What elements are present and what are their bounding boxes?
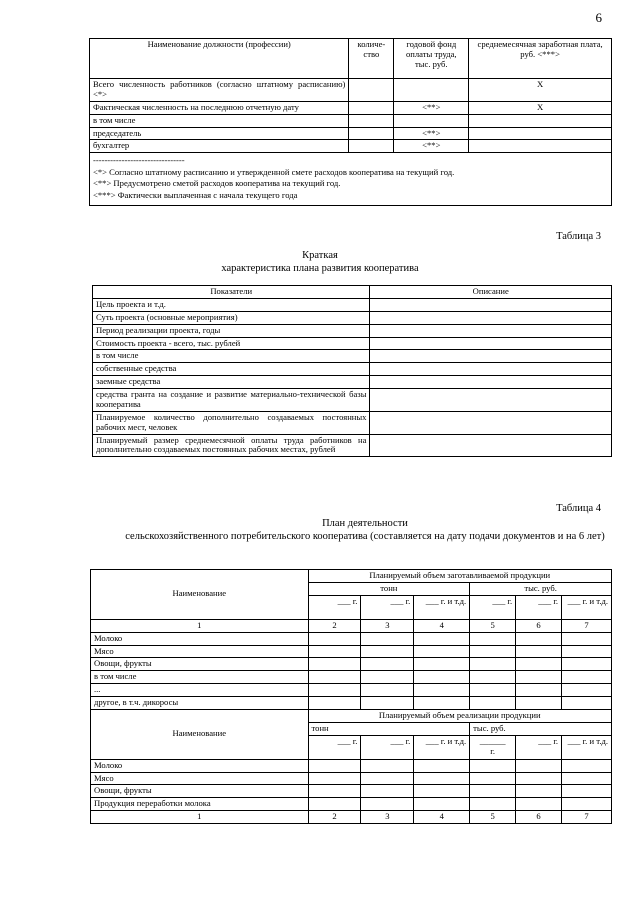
table-row: Овощи, фрукты [91, 658, 612, 671]
table-row: заемные средства [93, 376, 612, 389]
table-row: Суть проекта (основные мероприятия) [93, 311, 612, 324]
staff-header-count: количе-ство [349, 39, 394, 79]
table-row: Овощи, фрукты [91, 785, 612, 798]
column-number-row: 1 2 3 4 5 6 7 [91, 619, 612, 632]
table-row: в том числе [90, 114, 612, 127]
table-row: Мясо [91, 772, 612, 785]
plan-summary-table [92, 285, 612, 457]
table-row: ... [91, 684, 612, 697]
plan-header-indicators: Показатели [93, 286, 370, 299]
table-row: Молоко [91, 632, 612, 645]
staff-header-fund: годовой фонд оплаты труда, тыс. руб. [394, 39, 469, 79]
table4-label: Таблица 4 [556, 503, 601, 514]
staff-header-position: Наименование должности (профессии) [90, 39, 349, 79]
table3-title: Краткая характеристика плана развития кооператива [221, 250, 419, 275]
procure-volume-header: Планируемый объем заготавливаемой продукции [308, 570, 611, 583]
table-row: Фактическая численность на последнюю отчетную дату <**> X [90, 101, 612, 114]
staff-header-salary: среднемесячная заработная плата, руб. <***> [469, 39, 612, 79]
sales-volume-header: Планируемый объем реализации продукции [308, 709, 611, 722]
table4-title: План деятельности сельскохозяйственного потребительского кооператива (составляется на дату подачи документов и на 6 лет) [125, 518, 605, 543]
table-row: Цель проекта и т.д. [93, 298, 612, 311]
table3-label: Таблица 3 [556, 231, 601, 242]
plan-header-description: Описание [370, 286, 612, 299]
footnote-2: <**> Предусмотрено сметой расходов кооператива на текущий год. [93, 178, 341, 189]
table-row: Планируемое количество дополнительно создаваемых постоянных рабочих мест, человек [93, 411, 612, 434]
table-row: Планируемый размер среднемесячной оплаты труда работников на дополнительно создаваемых постоянных рабочих местах, рублей [93, 434, 612, 457]
table-row: собственные средства [93, 363, 612, 376]
page-number: 6 [595, 10, 602, 25]
table-row: председатель <**> [90, 127, 612, 140]
column-number-row: 1 2 3 4 5 6 7 [91, 811, 612, 824]
sales-tons-header: тонн [308, 722, 470, 735]
sales-name-header: Наименование [91, 709, 309, 759]
table-row: другое, в т.ч. дикоросы [91, 697, 612, 710]
procure-name-header: Наименование [91, 570, 309, 620]
table-row: Мясо [91, 645, 612, 658]
table-row: Период реализации проекта, годы [93, 324, 612, 337]
table-row: в том числе [93, 350, 612, 363]
table-row: бухгалтер <**> [90, 140, 612, 153]
sales-rub-header: тыс. руб. [470, 722, 612, 735]
staff-footnotes [90, 153, 612, 205]
table-row: Продукция переработки молока [91, 798, 612, 811]
table-row: средства гранта на создание и развитие материально-технической базы кооператива [93, 389, 612, 412]
table-row: Стоимость проекта - всего, тыс. рублей [93, 337, 612, 350]
footnote-rule: -------------------------------- [93, 155, 185, 166]
procure-tons-header: тонн [308, 582, 470, 595]
footnote-1: <*> Согласно штатному расписанию и утвержденной смете расходов кооператива на текущий год. [93, 166, 455, 177]
activity-plan-table: Наименование Планируемый объем заготавливаемой продукции тонн тыс. руб. ___ г. ___ г. ___ г. и т.д. ___ г. ___ г. ___ г. и т.д. 1 2 3 4 5 6 7 Молоко Мясо Овощи, фрукты в том числе ... другое, в т.ч. дикоросы Наименование Планируемый объем реализации продукции тонн тыс. руб. ___ г. ___ г. ___ г. и т.д. ______ г. ___ г. ___ г. и т.д. Молоко Мясо Овощи, фрукты Продукция переработки молока 1 2 3 4 5 6 7 [90, 569, 612, 824]
table-row: в том числе [91, 671, 612, 684]
procure-rub-header: тыс. руб. [470, 582, 612, 595]
staff-table [89, 38, 612, 206]
footnote-3: <***> Фактически выплаченная с начала текущего года [93, 190, 298, 201]
table-row: Всего численность работников (согласно штатному расписанию) <*> X [90, 79, 612, 102]
table-row: Молоко [91, 759, 612, 772]
